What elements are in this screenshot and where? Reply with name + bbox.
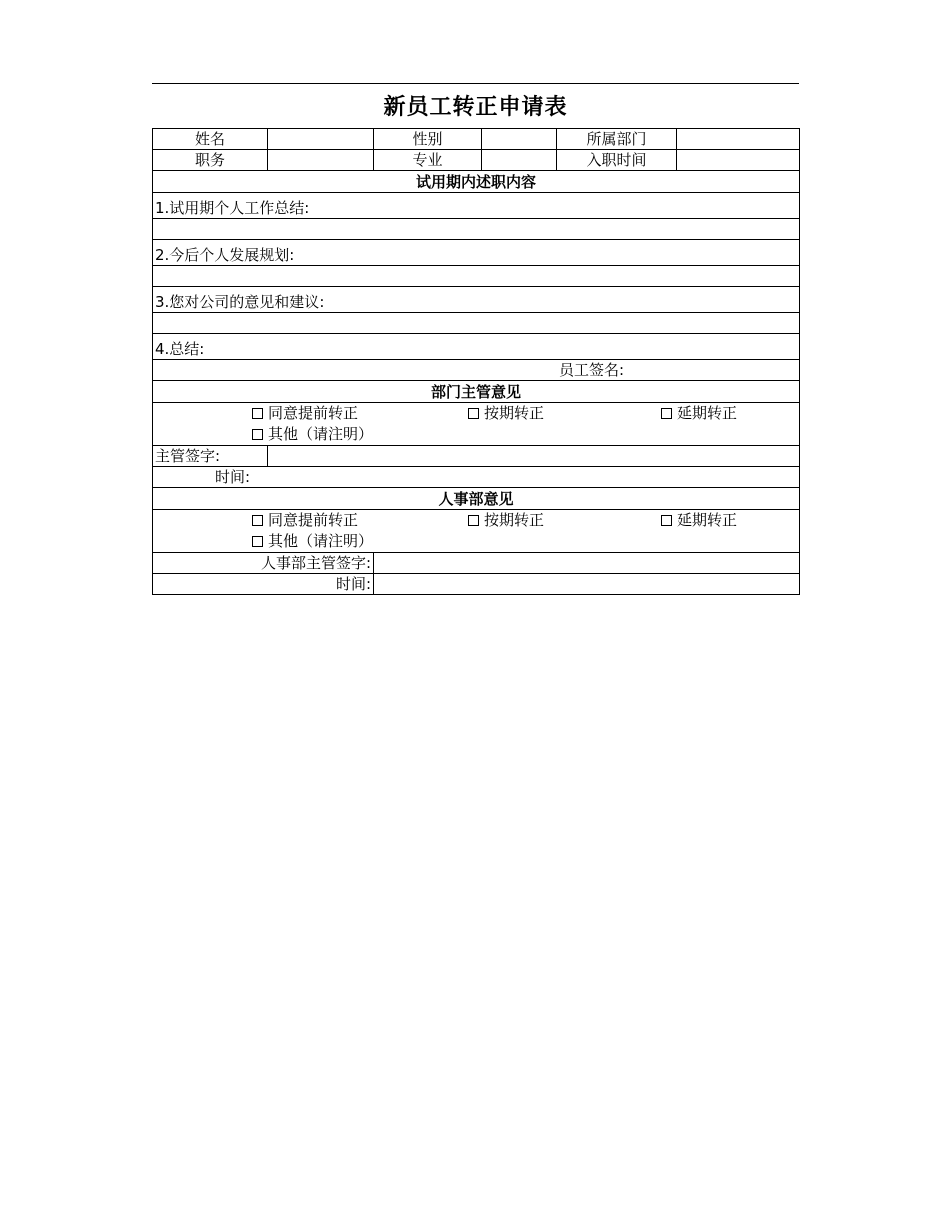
hr-option-delay[interactable]: 延期转正 bbox=[661, 510, 737, 531]
major-label: 专业 bbox=[374, 150, 482, 171]
hr-option-other[interactable]: 其他（请注明） bbox=[252, 531, 373, 552]
table-row bbox=[153, 403, 800, 446]
table-row bbox=[153, 488, 800, 510]
department-field[interactable] bbox=[677, 129, 800, 150]
position-field[interactable] bbox=[268, 150, 374, 171]
table-row bbox=[153, 574, 800, 595]
q1-label: 1.试用期个人工作总结: bbox=[153, 193, 800, 219]
checkbox-icon[interactable] bbox=[661, 515, 672, 526]
form-page bbox=[152, 83, 799, 595]
q1-answer-area[interactable] bbox=[153, 219, 800, 240]
manager-option-delay[interactable]: 延期转正 bbox=[661, 403, 737, 424]
gender-label: 性别 bbox=[374, 129, 482, 150]
hr-option-early[interactable]: 同意提前转正 bbox=[252, 510, 358, 531]
review-section-heading: 试用期内述职内容 bbox=[153, 171, 800, 193]
table-row bbox=[153, 313, 800, 334]
table-row bbox=[153, 360, 800, 381]
checkbox-icon[interactable] bbox=[252, 408, 263, 419]
table-row bbox=[153, 240, 800, 266]
q3-label: 3.您对公司的意见和建议: bbox=[153, 287, 800, 313]
table-row bbox=[153, 129, 800, 150]
manager-options bbox=[153, 403, 800, 446]
hr-option-on-time[interactable]: 按期转正 bbox=[468, 510, 544, 531]
q3-answer-area[interactable] bbox=[153, 313, 800, 334]
table-row bbox=[153, 467, 800, 488]
application-form-table bbox=[152, 128, 800, 595]
table-row bbox=[153, 150, 800, 171]
manager-option-on-time[interactable]: 按期转正 bbox=[468, 403, 544, 424]
hr-options bbox=[153, 510, 800, 553]
form-title: 新员工转正申请表 bbox=[383, 95, 568, 120]
table-row bbox=[153, 287, 800, 313]
hire-date-field[interactable] bbox=[677, 150, 800, 171]
gender-field[interactable] bbox=[482, 129, 557, 150]
manager-signature-field[interactable] bbox=[268, 446, 800, 467]
table-row bbox=[153, 334, 800, 360]
hr-time-field[interactable] bbox=[374, 574, 800, 595]
table-row bbox=[153, 219, 800, 240]
checkbox-icon[interactable] bbox=[468, 515, 479, 526]
hire-date-label: 入职时间 bbox=[557, 150, 677, 171]
table-row bbox=[153, 446, 800, 467]
q2-answer-area[interactable] bbox=[153, 266, 800, 287]
major-field[interactable] bbox=[482, 150, 557, 171]
table-row bbox=[153, 553, 800, 574]
position-label: 职务 bbox=[153, 150, 268, 171]
q2-label: 2.今后个人发展规划: bbox=[153, 240, 800, 266]
q4-label: 4.总结: bbox=[153, 334, 800, 360]
manager-option-other[interactable]: 其他（请注明） bbox=[252, 424, 373, 445]
hr-signature-field[interactable] bbox=[374, 553, 800, 574]
table-row bbox=[153, 266, 800, 287]
name-label: 姓名 bbox=[153, 129, 268, 150]
checkbox-icon[interactable] bbox=[252, 429, 263, 440]
checkbox-icon[interactable] bbox=[252, 536, 263, 547]
manager-time-label: 时间: bbox=[153, 467, 800, 488]
checkbox-icon[interactable] bbox=[661, 408, 672, 419]
department-label: 所属部门 bbox=[557, 129, 677, 150]
employee-signature-label: 员工签名: bbox=[559, 361, 625, 379]
table-row bbox=[153, 171, 800, 193]
manager-signature-label: 主管签字: bbox=[153, 446, 268, 467]
table-row bbox=[153, 193, 800, 219]
name-field[interactable] bbox=[268, 129, 374, 150]
table-row bbox=[153, 381, 800, 403]
hr-time-label: 时间: bbox=[153, 574, 374, 595]
checkbox-icon[interactable] bbox=[252, 515, 263, 526]
manager-section-heading: 部门主管意见 bbox=[153, 381, 800, 403]
q4-answer-area[interactable] bbox=[153, 360, 800, 381]
checkbox-icon[interactable] bbox=[468, 408, 479, 419]
table-row bbox=[153, 510, 800, 553]
hr-section-heading: 人事部意见 bbox=[153, 488, 800, 510]
manager-option-early[interactable]: 同意提前转正 bbox=[252, 403, 358, 424]
hr-signature-label: 人事部主管签字: bbox=[153, 553, 374, 574]
